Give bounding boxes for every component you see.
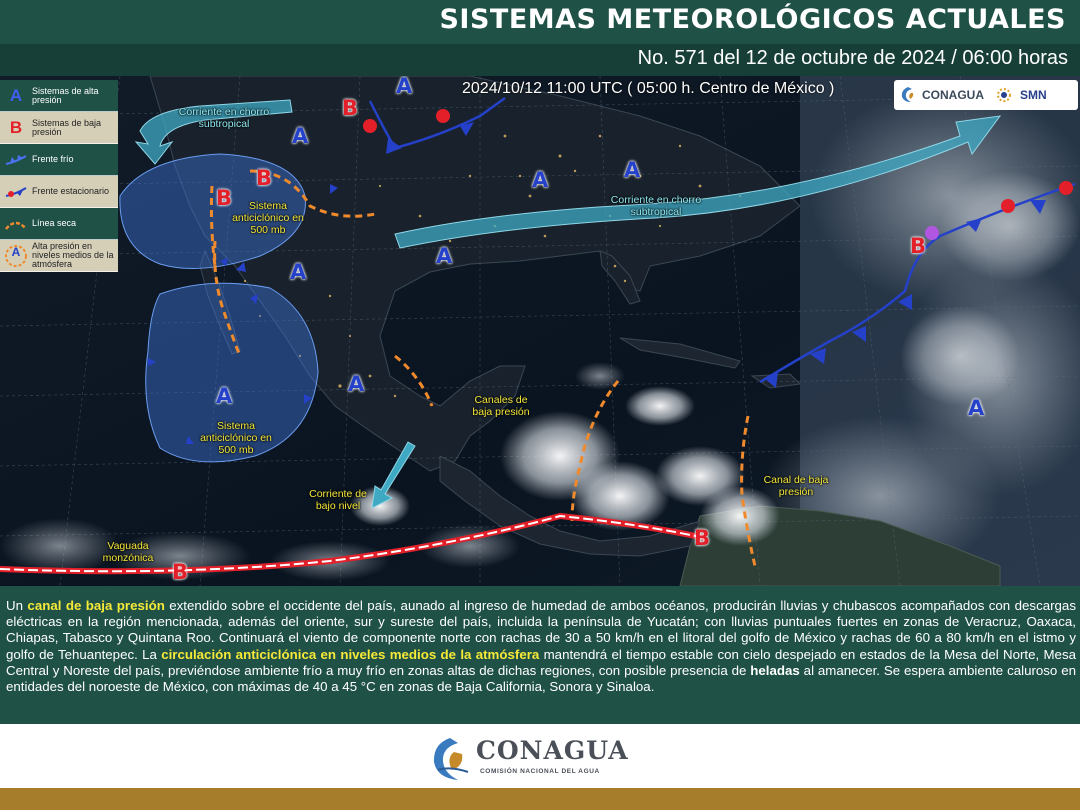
highlight-low-pressure-channel: canal de baja presión bbox=[27, 598, 165, 613]
highlight-frost: heladas bbox=[750, 662, 800, 678]
forecast-text: extendido sobre el occidente del país, aunado al ingreso de humedad de ambos océanos, producirán lluvias y chubascos acompañados con descargas eléctricas en la región mencionada, además del oriente, sur y sureste del país, incluida la península de Yucatán; con lluvias puntuales fuertes en zonas de Veracruz, Oaxaca, Chiapas, Tabasco y Quintana Roo. Continuará el viento de componente norte con rachas de 30 a 50 km/h en el litoral del golfo de México y rachas de 60 a 80 km/h en el istmo y golfo de Tehuantepec. La bbox=[6, 598, 1076, 662]
footer-logo bbox=[428, 736, 658, 782]
label-anticyclone-north: Sistema anticiclónico en 500 mb bbox=[232, 200, 304, 236]
low-pressure-icon: B bbox=[9, 118, 23, 137]
label-low-pressure-channel-east: Canal de baja presión bbox=[763, 474, 829, 498]
high-pressure-marker: A bbox=[624, 158, 641, 182]
legend-item-mid-level-high bbox=[0, 240, 118, 272]
footer-org-name: CONAGUA bbox=[476, 736, 629, 765]
header-subtitle-bar bbox=[0, 44, 1080, 76]
map-legend bbox=[0, 80, 118, 272]
forecast-paragraph bbox=[6, 598, 1076, 695]
label-low-level-current: Corriente de bajo nivel bbox=[309, 488, 367, 512]
footer-org-fullname: COMISIÓN NACIONAL DEL AGUA bbox=[480, 768, 600, 775]
legend-label: Alta presión en niveles medios de la atmósfera bbox=[32, 241, 114, 269]
high-pressure-marker: A bbox=[348, 372, 365, 396]
page-title: SISTEMAS METEOROLÓGICOS ACTUALES bbox=[439, 4, 1066, 35]
legend-label: Sistemas de baja presión bbox=[32, 117, 102, 137]
highlight-anticyclonic-circulation: circulación anticiclónica en niveles medios de la atmósfera bbox=[161, 646, 540, 662]
legend-label: Sistemas de alta presión bbox=[32, 85, 99, 105]
satellite-timestamp: 2024/10/12 11:00 UTC ( 05:00 h. Centro de México ) bbox=[462, 80, 835, 97]
mid-level-high-letter: A bbox=[11, 244, 21, 259]
label-low-pressure-channels: Canales de baja presión bbox=[472, 394, 530, 418]
label-jet-stream-east: Corriente en chorro subtropical bbox=[610, 194, 702, 218]
bulletin-number-date: No. 571 del 12 de octubre de 2024 / 06:00 horas bbox=[637, 47, 1068, 69]
header-title-bar bbox=[0, 0, 1080, 44]
legend-item-cold-front bbox=[0, 144, 118, 176]
satellite-map bbox=[0, 76, 1080, 586]
low-pressure-marker: B bbox=[216, 186, 233, 210]
high-pressure-marker: A bbox=[968, 396, 985, 420]
low-pressure-marker: B bbox=[172, 560, 189, 584]
high-pressure-marker: A bbox=[290, 260, 307, 284]
high-pressure-marker: A bbox=[436, 244, 453, 268]
high-pressure-marker: A bbox=[216, 384, 233, 408]
forecast-text: mantendrá el tiempo estable con cielo despejado en estados de la Mesa del Norte, Mesa Central y Noreste del país, previéndose ambiente frío a muy frío en zonas altas de dichas regiones, con posible presencia de bbox=[6, 646, 1076, 678]
legend-item-stationary-front bbox=[0, 176, 118, 208]
label-monsoon-trough: Vaguada monzónica bbox=[102, 540, 154, 564]
conagua-logo-text: CONAGUA bbox=[922, 88, 984, 102]
low-pressure-marker: B bbox=[694, 526, 711, 550]
label-jet-stream-west: Corriente en chorro subtropical bbox=[178, 106, 270, 130]
smn-logo-text: SMN bbox=[1020, 88, 1047, 102]
legend-label: Línea seca bbox=[32, 218, 77, 228]
high-pressure-marker: A bbox=[292, 124, 309, 148]
smn-logo-icon bbox=[994, 85, 1014, 105]
label-anticyclone-south: Sistema anticiclónico en 500 mb bbox=[200, 420, 272, 456]
legend-item-dry-line bbox=[0, 208, 118, 240]
low-pressure-marker: B bbox=[256, 166, 273, 190]
legend-label: Frente estacionario bbox=[32, 186, 110, 196]
mid-level-high-icon bbox=[0, 244, 32, 268]
dry-line-icon bbox=[0, 217, 32, 231]
low-pressure-marker: B bbox=[342, 96, 359, 120]
stationary-front-icon bbox=[0, 185, 32, 199]
forecast-text: Un bbox=[6, 598, 23, 613]
high-pressure-marker: A bbox=[532, 168, 549, 192]
conagua-emblem-icon bbox=[428, 736, 472, 782]
legend-label: Frente frío bbox=[32, 154, 74, 164]
footer-gold-band bbox=[0, 788, 1080, 810]
high-pressure-marker: A bbox=[396, 76, 413, 98]
forecast-text: al amanecer. Se espera ambiente caluroso en entidades del noroeste de México, con máximas de 40 a 45 °C en zonas de Baja California, Sonora y Sinaloa. bbox=[6, 662, 1076, 695]
map-graphics bbox=[0, 76, 1080, 586]
agency-logos bbox=[894, 80, 1078, 110]
forecast-description bbox=[0, 586, 1080, 724]
cold-front-icon bbox=[0, 153, 32, 167]
low-pressure-marker: B bbox=[910, 234, 927, 258]
conagua-logo-icon bbox=[898, 85, 918, 105]
legend-item-low-pressure bbox=[0, 112, 118, 144]
legend-item-high-pressure bbox=[0, 80, 118, 112]
high-pressure-icon: A bbox=[9, 86, 23, 105]
